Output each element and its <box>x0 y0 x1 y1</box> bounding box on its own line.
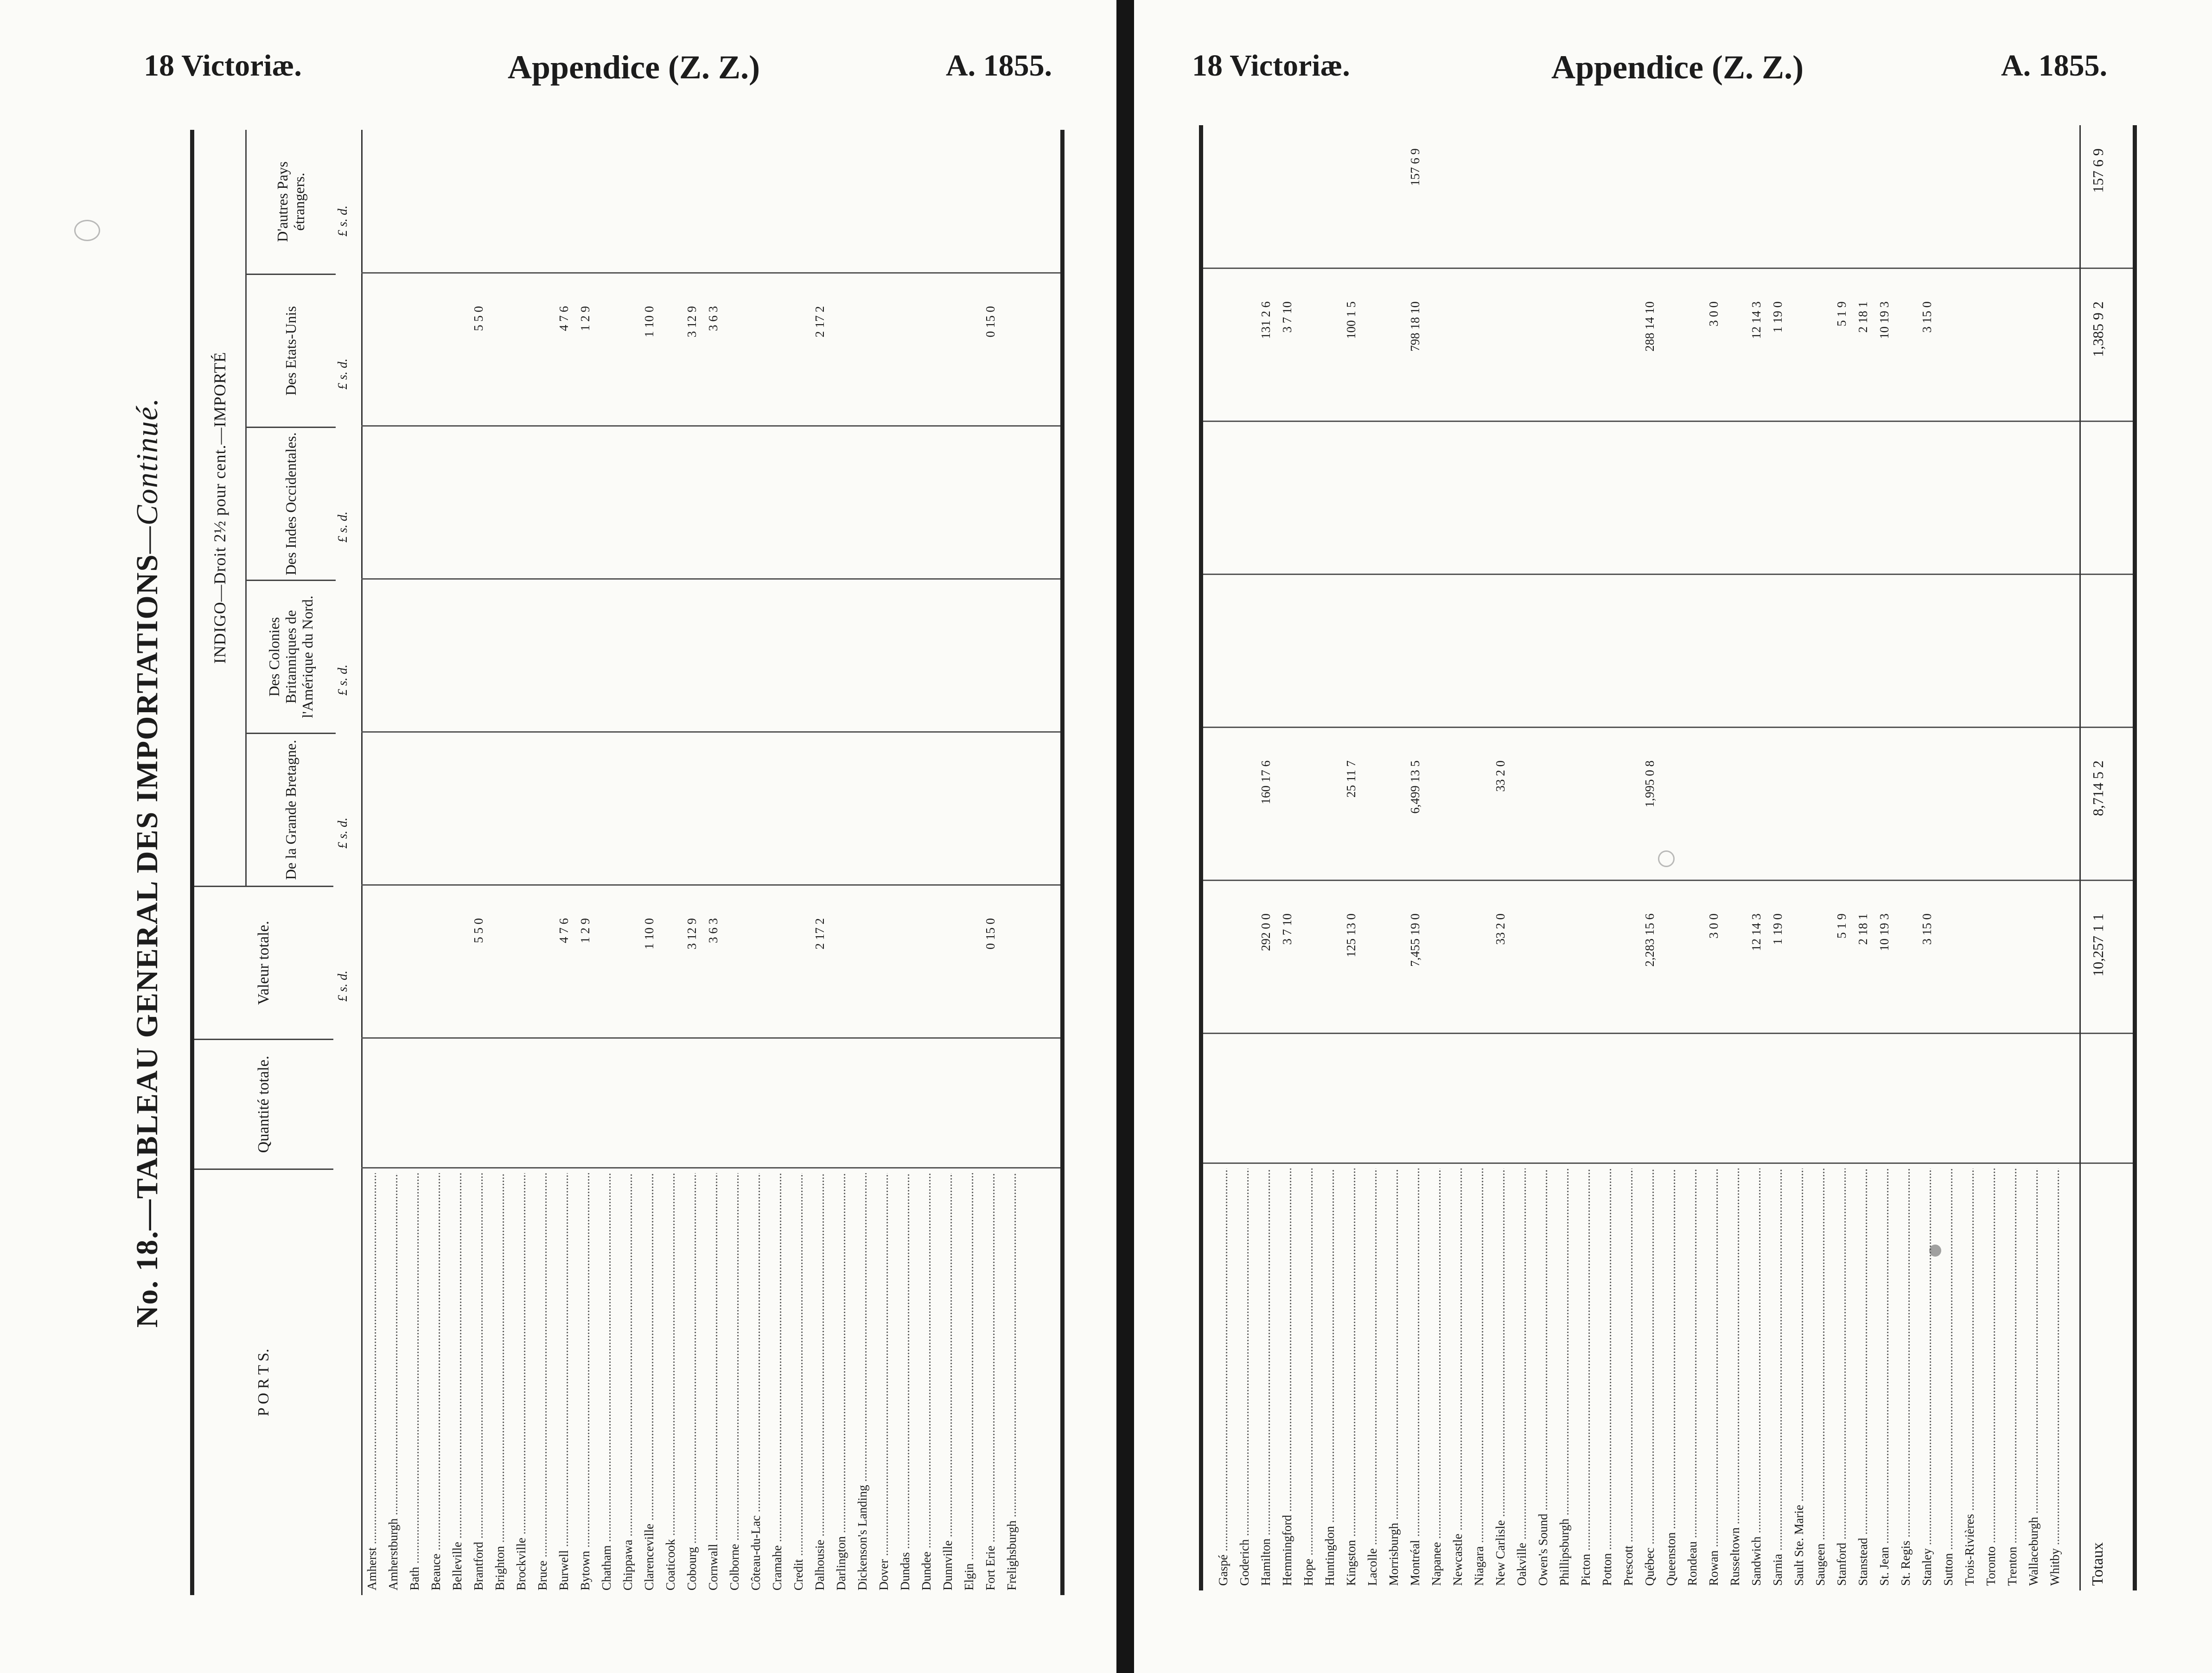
port-name: Owen's Sound ..... <box>1532 1169 1554 1586</box>
total-value-cell: 0 15 0 <box>983 918 997 950</box>
table-row <box>1831 125 1852 1590</box>
table-title <box>130 130 165 1595</box>
currency-unit-label: £ s. d. <box>336 664 350 696</box>
port-name: Beauce ..... <box>425 1173 446 1590</box>
table-row <box>873 130 894 1595</box>
port-name: Chatham ..... <box>596 1173 617 1590</box>
port-name: Brighton ..... <box>489 1173 510 1590</box>
table-row <box>1532 125 1554 1590</box>
table-row <box>788 130 809 1595</box>
table-row <box>852 130 873 1595</box>
port-name: Rondeau ..... <box>1682 1169 1703 1586</box>
table-row <box>1426 125 1447 1590</box>
port-name: Amherst ..... <box>361 1173 382 1590</box>
binding-gutter <box>1116 0 1134 1673</box>
usa-cell: 10 19 3 <box>1877 301 1891 339</box>
usa-cell: 2 18 1 <box>1856 301 1870 333</box>
table-row <box>361 130 382 1595</box>
table-row <box>1618 125 1639 1590</box>
total-value-cell: 292 0 0 <box>1259 913 1273 951</box>
table-frame <box>190 130 1065 1595</box>
table-row <box>2044 125 2065 1590</box>
table-row <box>1575 125 1596 1590</box>
table-continued: —Continué. <box>130 397 164 554</box>
port-name: Belleville ..... <box>446 1173 468 1590</box>
port-name: Prescott ..... <box>1618 1169 1639 1586</box>
table-row <box>766 130 788 1595</box>
total-value-cell: 3 12 9 <box>685 918 699 950</box>
usa-cell: 3 6 3 <box>706 306 720 331</box>
left-appendix-label: Appendice (Z. Z.) <box>508 49 760 86</box>
usa-cell: 0 15 0 <box>983 306 997 338</box>
usa-cell: 288 14 10 <box>1643 301 1657 351</box>
table-row <box>660 130 681 1595</box>
port-name: Huntingdon ..... <box>1319 1169 1340 1586</box>
port-name: Sault Ste. Marie ..... <box>1788 1169 1810 1586</box>
port-name: Coaticook ..... <box>660 1173 681 1590</box>
port-name: Russeltown ..... <box>1724 1169 1746 1586</box>
total-value-cell: 10 19 3 <box>1877 913 1891 951</box>
table-row <box>2002 125 2023 1590</box>
port-name: Dover ..... <box>873 1173 894 1590</box>
totals-value: 10,257 1 1 <box>2090 913 2106 977</box>
header-total-value: Valeur totale. <box>194 886 333 1039</box>
table-row <box>937 130 958 1595</box>
table-row <box>468 130 489 1595</box>
port-name: Sutton ..... <box>1938 1169 1959 1586</box>
port-name: Goderich ..... <box>1234 1169 1255 1586</box>
table-row <box>1212 125 1234 1590</box>
port-name: Burwell ..... <box>553 1173 574 1590</box>
usa-cell: 2 17 2 <box>813 306 827 338</box>
table-row <box>1340 125 1362 1590</box>
total-value-cell: 33 2 0 <box>1493 913 1507 945</box>
currency-unit-label: £ s. d. <box>336 358 350 390</box>
table-row <box>1490 125 1511 1590</box>
usa-cell: 5 1 9 <box>1835 301 1849 326</box>
table-row <box>1959 125 1980 1590</box>
table-title-text: TABLEAU GENERAL DES IMPORTATIONS <box>130 553 164 1199</box>
header-ports: P O R T S. <box>194 1169 333 1595</box>
table-row <box>830 130 852 1595</box>
table-row <box>617 130 638 1595</box>
port-name: Picton ..... <box>1575 1169 1596 1586</box>
usa-cell: 1 2 9 <box>578 306 592 331</box>
port-name: Lacolle ..... <box>1362 1169 1383 1586</box>
usa-cell: 3 7 10 <box>1280 301 1294 333</box>
table-row <box>596 130 617 1595</box>
usa-cell: 5 5 0 <box>472 306 485 331</box>
port-name: Clarenceville ..... <box>638 1173 660 1590</box>
port-name: Sarnia ..... <box>1767 1169 1788 1586</box>
table-row <box>681 130 702 1595</box>
port-name: Sandwich ..... <box>1746 1169 1767 1586</box>
port-name: Credit ..... <box>788 1173 809 1590</box>
table-row <box>404 130 425 1595</box>
header-indigo-group: INDIGO—Droit 2½ pour cent.—IMPORTÉ <box>194 130 247 886</box>
port-name: Hamilton ..... <box>1255 1169 1276 1586</box>
usa-cell: 798 18 10 <box>1408 301 1422 351</box>
table-row <box>1746 125 1767 1590</box>
table-row <box>1468 125 1490 1590</box>
totals-gb: 8,714 5 2 <box>2090 760 2106 816</box>
table-row <box>1298 125 1319 1590</box>
port-name: Potton ..... <box>1596 1169 1618 1586</box>
port-name: Amherstburgh ..... <box>382 1173 404 1590</box>
usa-cell: 3 0 0 <box>1707 301 1721 326</box>
port-name: Stanstead ..... <box>1852 1169 1874 1586</box>
port-name: Cornwall ..... <box>702 1173 724 1590</box>
table-row <box>532 130 553 1595</box>
header-usa: Des Etats-Unis <box>245 274 336 427</box>
port-name: Newcastle ..... <box>1447 1169 1468 1586</box>
port-name: Brantford ..... <box>468 1173 489 1590</box>
left-session-label: 18 Victoriæ. <box>144 49 302 83</box>
port-name: Côteau-du-Lac ..... <box>745 1173 766 1590</box>
total-value-cell: 1 2 9 <box>578 918 592 943</box>
total-value-cell: 4 7 6 <box>557 918 571 943</box>
currency-unit-label: £ s. d. <box>336 205 350 236</box>
other-countries-cell: 157 6 9 <box>1408 148 1422 186</box>
header-other: D'autres Pays étrangers. <box>274 161 307 242</box>
port-name: Queenston ..... <box>1660 1169 1682 1586</box>
table-row <box>1404 125 1426 1590</box>
total-value-cell: 2,283 15 6 <box>1643 913 1657 967</box>
total-value-cell: 5 5 0 <box>472 918 485 943</box>
table-row <box>1383 125 1404 1590</box>
table-row <box>1447 125 1468 1590</box>
usa-cell: 100 1 5 <box>1344 301 1358 339</box>
great-britain-cell: 33 2 0 <box>1493 760 1507 792</box>
table-row <box>382 130 404 1595</box>
port-name: Montréal ..... <box>1404 1169 1426 1586</box>
totals-other: 157 6 9 <box>2090 148 2106 193</box>
port-name: Oakville ..... <box>1511 1169 1532 1586</box>
port-name: Fort Erie ..... <box>980 1173 1001 1590</box>
total-value-cell: 3 6 3 <box>706 918 720 943</box>
table-row <box>1703 125 1724 1590</box>
totals-us: 1,385 9 2 <box>2090 301 2106 357</box>
port-name: Hemmingford ..... <box>1276 1169 1298 1586</box>
table-row <box>702 130 724 1595</box>
port-name: New Carlisle ..... <box>1490 1169 1511 1586</box>
page-smudge <box>1658 850 1675 867</box>
table-row <box>724 130 745 1595</box>
page-smudge <box>74 220 100 241</box>
port-name: Dunnville ..... <box>937 1173 958 1590</box>
table-row <box>1001 130 1022 1595</box>
table-row <box>446 130 468 1595</box>
table-row <box>2023 125 2044 1590</box>
port-name: Dalhousie ..... <box>809 1173 830 1590</box>
usa-cell: 1 19 0 <box>1771 301 1785 333</box>
ink-blot <box>1929 1245 1941 1257</box>
port-name: Trenton ..... <box>2002 1169 2023 1586</box>
table-row <box>980 130 1001 1595</box>
port-name: Wallaceburgh ..... <box>2023 1169 2044 1586</box>
port-name: Cramahe ..... <box>766 1173 788 1590</box>
table-row <box>894 130 916 1595</box>
totals-row <box>2084 125 2112 1590</box>
table-row <box>1810 125 1831 1590</box>
table-row <box>958 130 980 1595</box>
table-row <box>1916 125 1938 1590</box>
port-name: Whitby ..... <box>2044 1169 2065 1586</box>
header-west-indies: Des Indes Occidentales. <box>245 427 336 580</box>
right-session-label: 18 Victoriæ. <box>1192 49 1350 83</box>
port-name: Bath ..... <box>404 1173 425 1590</box>
left-table-body <box>361 130 1060 1595</box>
port-name: Phillipsburgh ..... <box>1554 1169 1575 1586</box>
port-name: Bruce ..... <box>532 1173 553 1590</box>
port-name: Stanley ..... <box>1916 1169 1938 1586</box>
total-value-cell: 1 19 0 <box>1771 913 1785 945</box>
table-row <box>425 130 446 1595</box>
header-bna: Des Colonies Britanniques de l'Amérique du Nord. <box>245 580 336 733</box>
table-row <box>916 130 937 1595</box>
table-row <box>1255 125 1276 1590</box>
table-row <box>1938 125 1959 1590</box>
great-britain-cell: 160 17 6 <box>1259 760 1273 805</box>
great-britain-cell: 25 11 7 <box>1344 760 1358 798</box>
table-row <box>745 130 766 1595</box>
table-row <box>1276 125 1298 1590</box>
table-row <box>1682 125 1703 1590</box>
port-name: St. Regis ..... <box>1895 1169 1916 1586</box>
table-row <box>1554 125 1575 1590</box>
usa-cell: 12 14 3 <box>1749 301 1763 339</box>
currency-unit-label: £ s. d. <box>336 511 350 543</box>
left-import-table <box>130 130 1056 1595</box>
total-value-cell: 2 18 1 <box>1856 913 1870 945</box>
left-year-label: A. 1855. <box>946 49 1052 83</box>
table-row <box>1788 125 1810 1590</box>
port-name: Bytown ..... <box>574 1173 596 1590</box>
table-row <box>1319 125 1340 1590</box>
port-name: Gaspé ..... <box>1212 1169 1234 1586</box>
total-value-cell: 3 0 0 <box>1707 913 1721 939</box>
table-row <box>489 130 510 1595</box>
port-name: Dickenson's Landing ..... <box>852 1173 873 1590</box>
port-name: Dundee ..... <box>916 1173 937 1590</box>
port-name: St. Jean ..... <box>1874 1169 1895 1586</box>
port-name: Elgin ..... <box>958 1173 980 1590</box>
port-name: Trois-Rivières ..... <box>1959 1169 1980 1586</box>
currency-unit-label: £ s. d. <box>336 971 350 1002</box>
table-row <box>1596 125 1618 1590</box>
table-row <box>1852 125 1874 1590</box>
port-name: Cobourg ..... <box>681 1173 702 1590</box>
table-row <box>1767 125 1788 1590</box>
port-name: Niagara ..... <box>1468 1169 1490 1586</box>
right-import-table <box>1199 125 2129 1590</box>
total-value-cell: 7,455 19 0 <box>1408 913 1422 967</box>
usa-cell: 3 12 9 <box>685 306 699 338</box>
usa-cell: 4 7 6 <box>557 306 571 331</box>
usa-cell: 3 15 0 <box>1920 301 1934 333</box>
header-quantity: Quantité totale. <box>194 1039 333 1169</box>
usa-cell: 1 10 0 <box>642 306 656 338</box>
table-row <box>1234 125 1255 1590</box>
table-row <box>1362 125 1383 1590</box>
table-row <box>510 130 532 1595</box>
great-britain-cell: 1,995 0 8 <box>1643 760 1657 808</box>
port-name: Hope ..... <box>1298 1169 1319 1586</box>
port-name: Québec ..... <box>1639 1169 1660 1586</box>
port-name: Napanee ..... <box>1426 1169 1447 1586</box>
right-year-label: A. 1855. <box>2001 49 2108 83</box>
table-row <box>1724 125 1746 1590</box>
totals-rule <box>2079 125 2081 1590</box>
port-name: Kingston ..... <box>1340 1169 1362 1586</box>
total-value-cell: 5 1 9 <box>1835 913 1849 939</box>
table-row <box>1895 125 1916 1590</box>
table-row <box>574 130 596 1595</box>
header-great-britain: De la Grande Bretagne. <box>245 733 336 886</box>
table-row <box>1639 125 1660 1590</box>
table-row <box>1874 125 1895 1590</box>
total-value-cell: 12 14 3 <box>1749 913 1763 951</box>
table-header <box>194 130 363 1595</box>
port-name: Chippawa ..... <box>617 1173 638 1590</box>
port-name: Rowan ..... <box>1703 1169 1724 1586</box>
port-name: Saugeen ..... <box>1810 1169 1831 1586</box>
port-name: Stanford ..... <box>1831 1169 1852 1586</box>
port-name: Morrisburgh ..... <box>1383 1169 1404 1586</box>
usa-cell: 131 2 6 <box>1259 301 1273 339</box>
port-name: Colborne ..... <box>724 1173 745 1590</box>
port-name: Frelighsburgh ..... <box>1001 1173 1022 1590</box>
right-appendix-label: Appendice (Z. Z.) <box>1551 49 1804 86</box>
total-value-cell: 1 10 0 <box>642 918 656 950</box>
currency-unit-label: £ s. d. <box>336 817 350 849</box>
totals-label: Totaux <box>2089 1542 2106 1586</box>
port-name: Darlington ..... <box>830 1173 852 1590</box>
total-value-cell: 125 13 0 <box>1344 913 1358 958</box>
total-value-cell: 3 15 0 <box>1920 913 1934 945</box>
table-number: No. 18.— <box>130 1199 164 1328</box>
port-name: Toronto ..... <box>1980 1169 2002 1586</box>
table-row <box>553 130 574 1595</box>
great-britain-cell: 6,499 13 5 <box>1408 760 1422 814</box>
table-row <box>1511 125 1532 1590</box>
port-name: Brockville ..... <box>510 1173 532 1590</box>
port-name: Dundas ..... <box>894 1173 916 1590</box>
total-value-cell: 3 7 10 <box>1280 913 1294 945</box>
table-row <box>809 130 830 1595</box>
table-row <box>1980 125 2002 1590</box>
table-row <box>638 130 660 1595</box>
total-value-cell: 2 17 2 <box>813 918 827 950</box>
